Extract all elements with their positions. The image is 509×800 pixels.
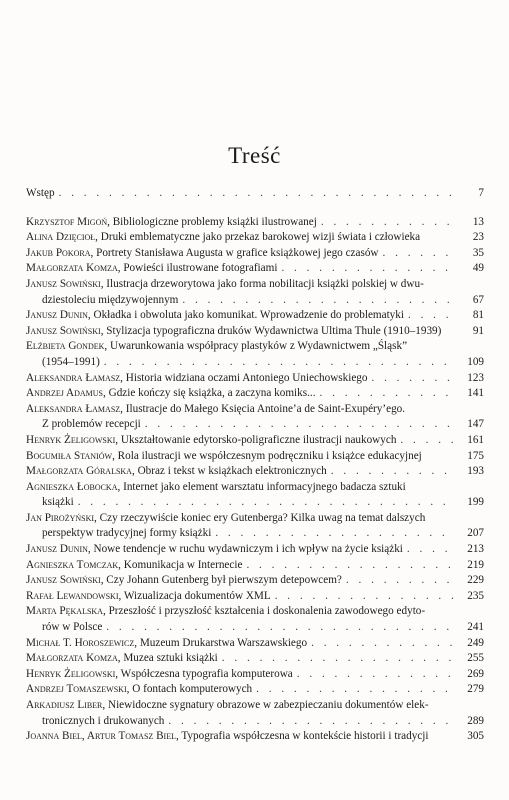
toc-author: Bogumiła Staniów: [26, 449, 113, 462]
toc-entry-line: [26, 324, 454, 340]
toc-page-number: 213: [467, 543, 484, 556]
dot-leader: [218, 651, 454, 667]
toc-entry-line: [26, 714, 454, 730]
toc-title: , Okładka i obwoluta jako komunikat. Wprowadzenie do problematyki: [87, 309, 404, 322]
toc-entry: [26, 636, 484, 652]
toc-entry: [26, 729, 484, 745]
dot-leader: [307, 636, 454, 652]
toc-title: , O fontach komputerowych: [126, 683, 253, 696]
toc-entry-line: [26, 277, 454, 293]
toc-title: , Gdzie kończy się książka, a zaczyna komiks...: [103, 387, 316, 400]
table-of-contents: [26, 186, 484, 745]
dot-leader: [342, 573, 454, 589]
toc-entry-line: [26, 308, 454, 324]
toc-entry-line: [26, 589, 454, 605]
toc-page-number: 279: [467, 683, 484, 696]
toc-entry-line: [26, 230, 454, 246]
toc-entry-line: [26, 215, 454, 231]
toc-page-number: 207: [467, 527, 484, 540]
dot-leader: [277, 261, 454, 277]
toc-page-number: 7: [478, 187, 484, 199]
toc-entry: [26, 449, 484, 465]
dot-leader: [404, 308, 454, 324]
toc-entry-line: [26, 698, 454, 714]
toc-author: Janusz Dunin: [26, 309, 88, 322]
toc-title: , Powieści ilustrowane fotografiami: [117, 262, 278, 275]
toc-entry-line: [26, 480, 454, 496]
dot-leader: [367, 371, 454, 387]
toc-title: , Bibliologiczne problemy książki ilustrowanej: [107, 215, 317, 228]
toc-page-number: 289: [467, 714, 484, 727]
toc-page-number: 49: [472, 262, 484, 275]
toc-entry: [26, 402, 484, 433]
toc-page-number: 175: [467, 449, 484, 462]
toc-page-number: 13: [472, 215, 484, 228]
toc-entry-line: [26, 542, 454, 558]
dot-leader: [164, 714, 454, 730]
toc-page-number: 147: [467, 418, 484, 431]
toc-author: Janusz Sowiński: [26, 574, 101, 587]
toc-author: Jan Pirożyński: [26, 511, 95, 524]
toc-page-number: 235: [467, 589, 484, 602]
toc-entry-line: [26, 355, 454, 371]
toc-entry-line: [26, 417, 454, 433]
toc-author: Elżbieta Gondek: [26, 340, 105, 353]
toc-entry-line: [26, 511, 454, 527]
toc-title: (1954–1991): [42, 355, 100, 368]
toc-title: , Komunikacja w Internecie: [118, 558, 243, 571]
dot-leader: [379, 246, 455, 262]
toc-entry-line: [26, 558, 454, 574]
toc-entry-line: [26, 339, 454, 355]
toc-title: Z problemów recepcji: [42, 418, 141, 431]
toc-author: Alina Dzięcioł: [26, 231, 96, 244]
toc-page-number: 161: [467, 433, 484, 446]
toc-title: , Uwarunkowania współpracy plastyków z Wydawnictwem „Śląsk”: [104, 340, 408, 353]
toc-author: Joanna Biel, Artur Tomasz Biel: [26, 730, 176, 743]
toc-entry: [26, 324, 484, 340]
toc-title: , Typografia współczesna w kontekście historii i tradycji: [175, 730, 429, 743]
toc-entry-line: [26, 604, 454, 620]
toc-entry: [26, 682, 484, 698]
toc-author: Rafał Lewandowski: [26, 589, 119, 602]
toc-entry: [26, 339, 484, 370]
toc-page-number: 23: [472, 231, 484, 244]
toc-entry: [26, 246, 484, 262]
dot-leader: [316, 386, 455, 402]
toc-author: Michał T. Horoszewicz: [26, 636, 135, 649]
toc-entry-line: [26, 526, 454, 542]
toc-page-number: 193: [467, 465, 484, 478]
toc-page-number: 229: [467, 574, 484, 587]
toc-title: , Czy Johann Gutenberg był pierwszym detepowcem?: [100, 574, 342, 587]
toc-page-number: 109: [467, 355, 484, 368]
dot-leader: [242, 558, 454, 574]
dot-leader: [102, 620, 454, 636]
toc-title: , Wizualizacja dokumentów XML: [118, 589, 271, 602]
toc-author: Aleksandra Łamasz: [26, 402, 121, 415]
dot-leader: [271, 589, 454, 605]
toc-author: Henryk Żeligowski: [26, 667, 116, 680]
toc-page-number: 255: [467, 652, 484, 665]
toc-entry-line: [26, 186, 454, 202]
toc-title: Wstęp: [26, 187, 55, 199]
toc-title: perspektyw tradycyjnej formy książki: [42, 527, 212, 540]
dot-leader: [178, 293, 454, 309]
toc-entry-line: [26, 449, 454, 465]
toc-entry-line: [26, 636, 454, 652]
dot-leader: [396, 433, 454, 449]
toc-page-number: 123: [467, 371, 484, 384]
toc-page-number: 249: [467, 636, 484, 649]
toc-entry: [26, 277, 484, 308]
dot-leader: [74, 495, 454, 511]
toc-author: Henryk Żeligowski: [26, 433, 116, 446]
dot-leader: [141, 417, 454, 433]
toc-entry-line: [26, 495, 454, 511]
toc-entry: [26, 433, 484, 449]
toc-entry-line: [26, 402, 454, 418]
toc-entry: [26, 186, 484, 202]
toc-entry-line: [26, 651, 454, 667]
toc-author: Aleksandra Łamasz: [26, 371, 121, 384]
toc-entry-line: [26, 293, 454, 309]
toc-entry: [26, 573, 484, 589]
toc-title: , Obraz i tekst w książkach elektronicznych: [131, 465, 327, 478]
toc-title: książki: [42, 496, 74, 509]
toc-author: Janusz Sowiński: [26, 324, 101, 337]
dot-leader: [211, 526, 454, 542]
toc-author: Arkadiusz Liber: [26, 699, 103, 711]
toc-page-number: 81: [472, 309, 484, 322]
toc-title: , Ilustracja drzeworytowa jako forma nobilitacji książki polskiej w dwu-: [100, 277, 424, 290]
toc-author: Janusz Sowiński: [26, 277, 101, 290]
toc-entry: [26, 480, 484, 511]
toc-entry-line: [26, 433, 454, 449]
toc-title: , Muzea sztuki książki: [117, 652, 218, 665]
toc-author: Małgorzata Komza: [26, 262, 118, 275]
toc-entry-line: [26, 386, 454, 402]
dot-leader: [403, 542, 454, 558]
toc-author: Małgorzata Komza: [26, 652, 118, 665]
toc-entry: [26, 230, 484, 246]
toc-title: , Współczesna typografia komputerowa: [115, 667, 293, 680]
toc-entry-line: [26, 682, 454, 698]
toc-entry: [26, 698, 484, 729]
dot-leader: [327, 464, 454, 480]
toc-page-number: 269: [467, 667, 484, 680]
toc-author: Agnieszka Tomczak: [26, 558, 119, 571]
toc-entry-line: [26, 573, 454, 589]
toc-title: , Portrety Stanisława Augusta w grafice książkowej jego czasów: [90, 246, 379, 259]
toc-entry-line: [26, 620, 454, 636]
toc-entry: [26, 667, 484, 683]
toc-title: , Muzeum Drukarstwa Warszawskiego: [134, 636, 308, 649]
toc-title: , Historia widziana oczami Antoniego Uniechowskiego: [120, 371, 368, 384]
toc-page-number: 35: [472, 246, 484, 259]
toc-entry: [26, 386, 484, 402]
toc-entry: [26, 651, 484, 667]
toc-author: Krzysztof Migoń: [26, 215, 108, 228]
toc-entry: [26, 558, 484, 574]
toc-entry: [26, 308, 484, 324]
toc-title: , Niewidoczne sygnatury obrazowe w zabezpieczaniu dokumentów elek-: [102, 699, 429, 711]
toc-author: Małgorzata Góralska: [26, 465, 132, 478]
toc-title: , Druki emblematyczne jako przekaz barokowej wizji świata i człowieka: [95, 231, 421, 244]
toc-entry-line: [26, 729, 454, 745]
toc-title: rów w Polsce: [42, 621, 103, 634]
toc-page-number: 67: [472, 293, 484, 306]
dot-leader: [317, 215, 454, 231]
toc-page-number: 199: [467, 496, 484, 509]
toc-page-number: 141: [467, 387, 484, 400]
toc-author: Jakub Pokora: [26, 246, 91, 259]
toc-entry-line: [26, 371, 454, 387]
toc-page-number: 219: [467, 558, 484, 571]
toc-title: , Internet jako element warsztatu informacyjnego badacza sztuki: [117, 480, 406, 493]
toc-page-number: 91: [472, 324, 484, 337]
toc-author: Andrzej Adamus: [26, 387, 104, 400]
toc-title: , Nowe tendencje w ruchu wydawniczym i ich wpływ na życie książki: [87, 543, 403, 556]
toc-entry: [26, 215, 484, 231]
toc-entry: [26, 261, 484, 277]
toc-entry-line: [26, 261, 454, 277]
toc-title: dziestoleciu międzywojennym: [42, 293, 179, 306]
toc-author: Agnieszka Łobocka: [26, 480, 118, 493]
toc-author: Marta Pękalska: [26, 605, 103, 618]
toc-entry: [26, 371, 484, 387]
toc-entry-line: [26, 246, 454, 262]
toc-title: , Czy rzeczywiście koniec ery Gutenberga? Kilka uwag na temat dalszych: [94, 511, 426, 524]
toc-entry-line: [26, 464, 454, 480]
toc-entry: [26, 511, 484, 542]
toc-entry: [26, 542, 484, 558]
toc-title: tronicznych i drukowanych: [42, 714, 165, 727]
dot-leader: [100, 355, 454, 371]
toc-title: , Przeszłość i przyszłość kształcenia i doskonalenia zawodowego edyto-: [102, 605, 426, 618]
toc-title: , Rola ilustracji we współczesnym podręczniku i książce edukacyjnej: [112, 449, 422, 462]
dot-leader: [293, 667, 454, 683]
toc-title: , Stylizacja typograficzna druków Wydawnictwa Ultima Thule (1910–1939): [100, 324, 442, 337]
toc-page-number: 305: [467, 730, 484, 743]
toc-title: , Ilustracje do Małego Księcia Antoine’a de Saint-Exupéry’ego.: [120, 402, 406, 415]
dot-leader: [55, 186, 454, 202]
toc-entry: [26, 604, 484, 635]
toc-author: Andrzej Tomaszewski: [26, 683, 127, 696]
toc-title: , Ukształtowanie edytorsko-poligraficzne ilustracji naukowych: [115, 433, 397, 446]
dot-leader: [252, 682, 454, 698]
page-title: Treść: [228, 143, 281, 168]
toc-entry: [26, 464, 484, 480]
toc-entry: [26, 589, 484, 605]
toc-entry-line: [26, 667, 454, 683]
toc-page-number: 241: [467, 621, 484, 634]
toc-author: Janusz Dunin: [26, 543, 88, 556]
